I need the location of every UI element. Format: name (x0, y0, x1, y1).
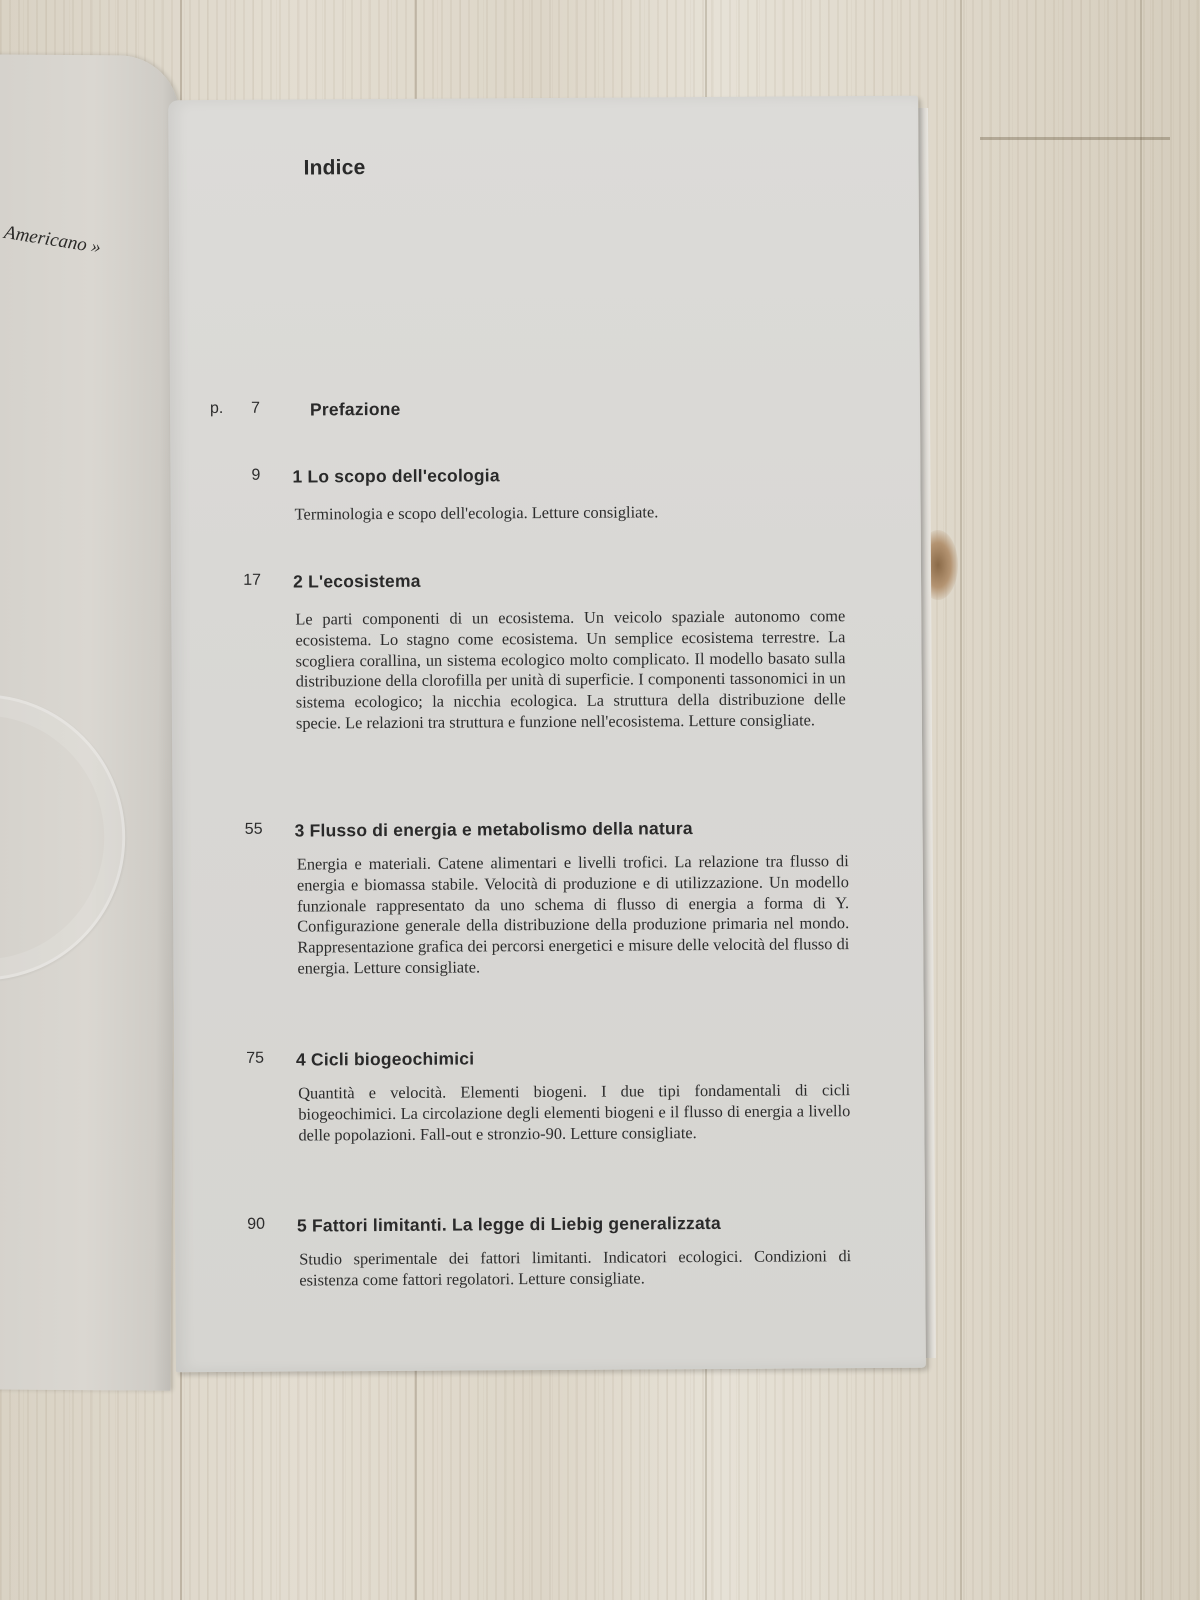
entry-summary: Le parti componenti di un ecosistema. Un veicolo spaziale autonomo come ecosistema. Lo stagno come ecosistema. Un semplice ecosistema terrestre. La scogliera corallina, un sistema ecologico molto complicato. Il modello basato sulla distribuzione della clorofilla per unità di superficie. I componenti tassonomici in un sistema ecologico; la nicchia ecologica. La struttura della distribuzione delle specie. Le relazioni tra struttura e funzione nell'ecosistema. Letture consigliate. (295, 606, 846, 733)
plank-seam (1140, 0, 1142, 1600)
plank-joint (980, 137, 1170, 140)
toc-page (168, 96, 926, 1373)
page-number: 17 (243, 571, 262, 589)
toc-entry-chapter-3 (173, 817, 923, 978)
left-page-fragment-text: Americano » (2, 222, 103, 259)
page-title: Indice (303, 156, 366, 180)
page-prefix: p. (209, 399, 224, 418)
entry-summary: Quantità e velocità. Elementi biogeni. I due tipi fondamentali di cicli biogeochimici. La circolazione degli elementi biogeni e il flusso di energia a livello delle popolazioni. Fall-out e stronzio-90. Letture consigliate. (298, 1080, 851, 1145)
page-number: 90 (247, 1215, 266, 1233)
entry-title: 5 Fattori limitanti. La legge di Liebig generalizzata (296, 1212, 721, 1236)
embossed-stamp (0, 693, 126, 981)
entry-title: 4 Cicli biogeochimici (295, 1048, 475, 1070)
entry-summary: Terminologia e scopo dell'ecologia. Letture consigliate. (294, 502, 659, 524)
page-number: 9 (251, 466, 261, 484)
page-number: 7 (251, 399, 261, 417)
entry-title: 3 Flusso di energia e metabolismo della natura (294, 818, 693, 841)
entry-summary: Energia e materiali. Catene alimentari e livelli trofici. La relazione tra flusso di energia e biomassa stabile. Velocità di produzione e di utilizzazione. Un modello funzionale rappresentato da uno schema di flusso di energia a forma di Y. Configurazione generale della distribuzione della produzione primaria nel mondo. Rappresentazione grafica dei percorsi energetici e misure delle velocità del flusso di energia. Letture consigliate. (296, 851, 850, 978)
entry-title: 1 Lo scopo dell'ecologia (292, 465, 500, 487)
toc-entry-chapter-5 (175, 1212, 925, 1290)
plank-seam (960, 0, 962, 1600)
entry-title: Prefazione (309, 398, 401, 420)
toc-entry-chapter-4 (174, 1046, 924, 1145)
entry-title: 2 L'ecosistema (293, 570, 421, 592)
toc-entry-chapter-1 (170, 463, 920, 524)
entry-summary: Studio sperimentale dei fattori limitanti. Indicatori ecologici. Condizioni di esistenza come fattori regolatori. Letture consigliate. (299, 1246, 852, 1290)
page-number: 75 (246, 1049, 265, 1067)
page-number: 55 (244, 820, 263, 838)
toc-entry-prefazione (170, 396, 920, 420)
toc-entry-chapter-2 (171, 568, 921, 733)
